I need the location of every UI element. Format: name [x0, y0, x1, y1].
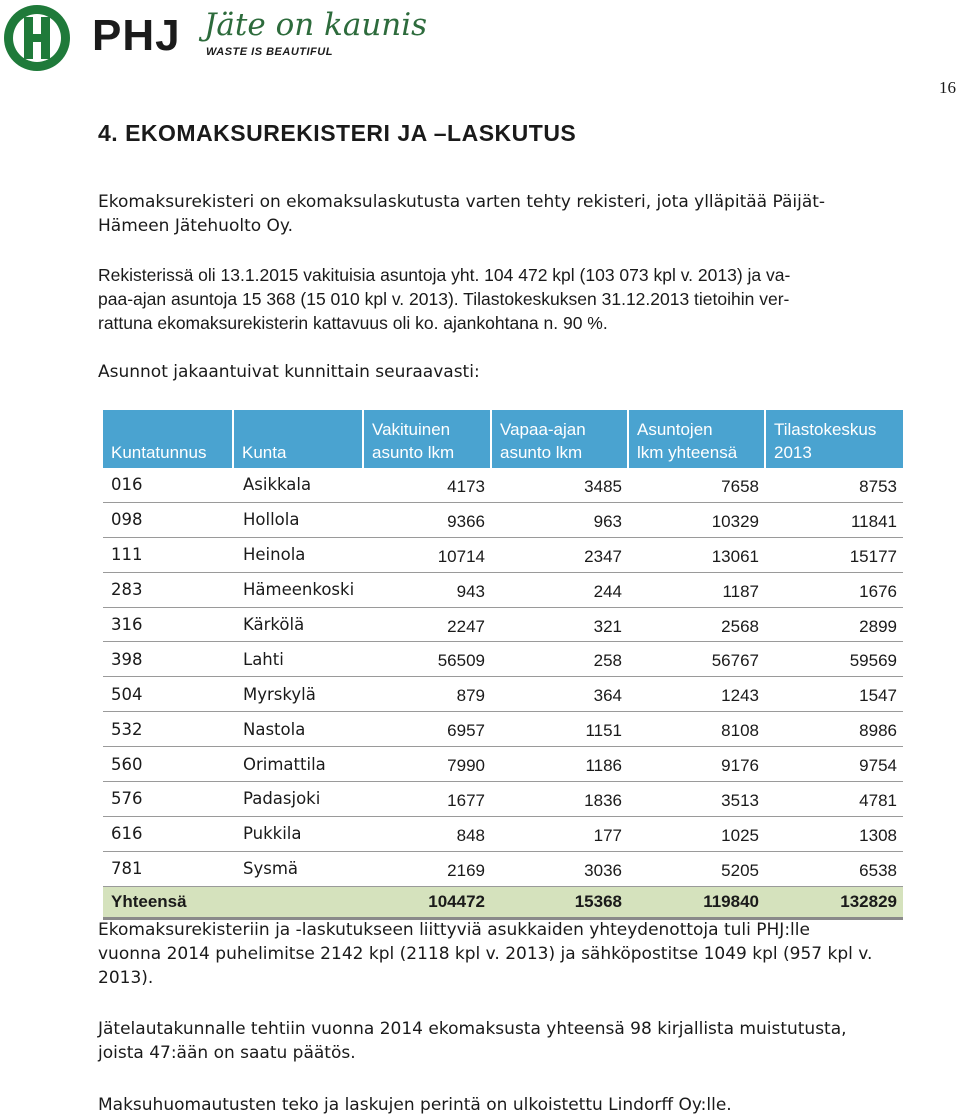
cell-code: 016 — [103, 468, 233, 502]
cell-stat: 15177 — [765, 537, 903, 572]
cell-code: 283 — [103, 572, 233, 607]
phj-logo — [0, 0, 428, 78]
cell-leisure: 3485 — [491, 468, 628, 502]
cell-stat: 8753 — [765, 468, 903, 502]
cell-code: 560 — [103, 747, 233, 782]
cell-total: 10329 — [628, 502, 765, 537]
page-number: 16 — [939, 78, 956, 97]
cell-permanent: 943 — [363, 572, 491, 607]
header-total: Asuntojen lkm yhteensä — [628, 410, 765, 468]
cell-permanent: 2169 — [363, 851, 491, 886]
cell-leisure: 321 — [491, 607, 628, 642]
cell-stat: 11841 — [765, 502, 903, 537]
cell-total: 2568 — [628, 607, 765, 642]
header-permanent: Vakituinen asunto lkm — [363, 410, 491, 468]
cell-total: 1187 — [628, 572, 765, 607]
cell-total: 1025 — [628, 816, 765, 851]
cell-name: Orimattila — [233, 747, 363, 782]
cell-code: 504 — [103, 677, 233, 712]
cell-code: 316 — [103, 607, 233, 642]
table-row — [103, 537, 903, 572]
cell-name: Asikkala — [233, 468, 363, 502]
cell-stat: 6538 — [765, 851, 903, 886]
cell-name: Heinola — [233, 537, 363, 572]
cell-permanent: 1677 — [363, 782, 491, 817]
cell-total: 7658 — [628, 468, 765, 502]
cell-leisure: 2347 — [491, 537, 628, 572]
table-row — [103, 502, 903, 537]
cell-permanent: 879 — [363, 677, 491, 712]
cell-name: Padasjoki — [233, 782, 363, 817]
paragraph-table-intro: Asunnot jakaantuivat kunnittain seuraavasti: — [98, 362, 480, 382]
table-row — [103, 468, 903, 502]
cell-stat: 2899 — [765, 607, 903, 642]
cell-name: Sysmä — [233, 851, 363, 886]
paragraph-intro: Ekomaksurekisteri on ekomaksulaskutusta varten tehty rekisteri, jota ylläpitää Päijät- Hämeen Jätehuolto Oy. — [98, 192, 826, 236]
cell-permanent: 6957 — [363, 712, 491, 747]
cell-stat: 9754 — [765, 747, 903, 782]
paragraph-collection: Maksuhuomautusten teko ja laskujen perintä on ulkoistettu Lindorff Oy:lle. — [98, 1095, 732, 1115]
header-leisure: Vapaa-ajan asunto lkm — [491, 410, 628, 468]
cell-name: Kärkölä — [233, 607, 363, 642]
logo-slogan-sub: WASTE IS BEAUTIFUL — [206, 46, 333, 58]
housing-table — [103, 410, 903, 920]
cell-leisure: 1836 — [491, 782, 628, 817]
logo-brand: PHJ — [92, 11, 181, 60]
cell-leisure: 1151 — [491, 712, 628, 747]
table-row — [103, 677, 903, 712]
table-row — [103, 747, 903, 782]
cell-permanent: 2247 — [363, 607, 491, 642]
cell-code: 616 — [103, 816, 233, 851]
cell-leisure: 244 — [491, 572, 628, 607]
table-row — [103, 572, 903, 607]
cell-stat: 1676 — [765, 572, 903, 607]
cell-stat: 59569 — [765, 642, 903, 677]
cell-name: Hämeenkoski — [233, 572, 363, 607]
cell-leisure: 963 — [491, 502, 628, 537]
cell-name: Nastola — [233, 712, 363, 747]
total-stat: 132829 — [765, 886, 903, 918]
cell-total: 9176 — [628, 747, 765, 782]
cell-name: Hollola — [233, 502, 363, 537]
table-row — [103, 642, 903, 677]
cell-code: 398 — [103, 642, 233, 677]
header-name: Kunta — [233, 410, 363, 468]
table-row — [103, 851, 903, 886]
table-body — [103, 468, 903, 886]
paragraph-register-stats: Rekisterissä oli 13.1.2015 vakituisia asuntoja yht. 104 472 kpl (103 073 kpl v. 2013) ja va- paa-ajan asuntoja 15 368 (15 010 kpl v. 2013). Tilastokeskuksen 31.12.2013 tietoihin ver- rattuna ekomaksurekisterin kattavuus oli ko. ajankohtana n. 90 %. — [98, 265, 791, 333]
cell-total: 8108 — [628, 712, 765, 747]
cell-leisure: 177 — [491, 816, 628, 851]
table-row — [103, 816, 903, 851]
cell-code: 098 — [103, 502, 233, 537]
total-permanent: 104472 — [363, 886, 491, 918]
table-footer — [103, 886, 903, 918]
cell-permanent: 56509 — [363, 642, 491, 677]
cell-name: Myrskylä — [233, 677, 363, 712]
cell-leisure: 3036 — [491, 851, 628, 886]
logo-slogan: Jäte on kaunis — [204, 7, 428, 43]
header-code: Kuntatunnus — [103, 410, 233, 468]
table-row — [103, 782, 903, 817]
cell-total: 5205 — [628, 851, 765, 886]
header-stat: Tilastokeskus 2013 — [765, 410, 903, 468]
cell-stat: 4781 — [765, 782, 903, 817]
cell-leisure: 258 — [491, 642, 628, 677]
cell-total: 3513 — [628, 782, 765, 817]
total-label: Yhteensä — [103, 886, 363, 918]
cell-permanent: 10714 — [363, 537, 491, 572]
cell-stat: 1308 — [765, 816, 903, 851]
cell-permanent: 848 — [363, 816, 491, 851]
cell-total: 56767 — [628, 642, 765, 677]
phj-emblem-icon — [2, 3, 72, 73]
cell-total: 13061 — [628, 537, 765, 572]
paragraph-reminders: Jätelautakunnalle tehtiin vuonna 2014 ekomaksusta yhteensä 98 kirjallista muistutusta, joista 47:ään on saatu päätös. — [98, 1019, 847, 1063]
table-total-row — [103, 886, 903, 918]
total-total: 119840 — [628, 886, 765, 918]
total-leisure: 15368 — [491, 886, 628, 918]
table-row — [103, 712, 903, 747]
cell-code: 111 — [103, 537, 233, 572]
cell-stat: 8986 — [765, 712, 903, 747]
table-row — [103, 607, 903, 642]
cell-stat: 1547 — [765, 677, 903, 712]
cell-code: 576 — [103, 782, 233, 817]
cell-total: 1243 — [628, 677, 765, 712]
cell-leisure: 364 — [491, 677, 628, 712]
cell-leisure: 1186 — [491, 747, 628, 782]
cell-permanent: 9366 — [363, 502, 491, 537]
section-heading: 4. EKOMAKSUREKISTERI JA –LASKUTUS — [98, 120, 577, 146]
cell-permanent: 4173 — [363, 468, 491, 502]
cell-permanent: 7990 — [363, 747, 491, 782]
cell-code: 781 — [103, 851, 233, 886]
cell-name: Lahti — [233, 642, 363, 677]
paragraph-contacts: Ekomaksurekisteriin ja -laskutukseen liittyviä asukkaiden yhteydenottoja tuli PHJ:lle vuonna 2014 puhelimitse 2142 kpl (2118 kpl v. 2013) ja sähköpostitse 1049 kpl (957 kpl v. 2013). — [98, 920, 873, 988]
cell-name: Pukkila — [233, 816, 363, 851]
table-header — [103, 410, 903, 468]
cell-code: 532 — [103, 712, 233, 747]
